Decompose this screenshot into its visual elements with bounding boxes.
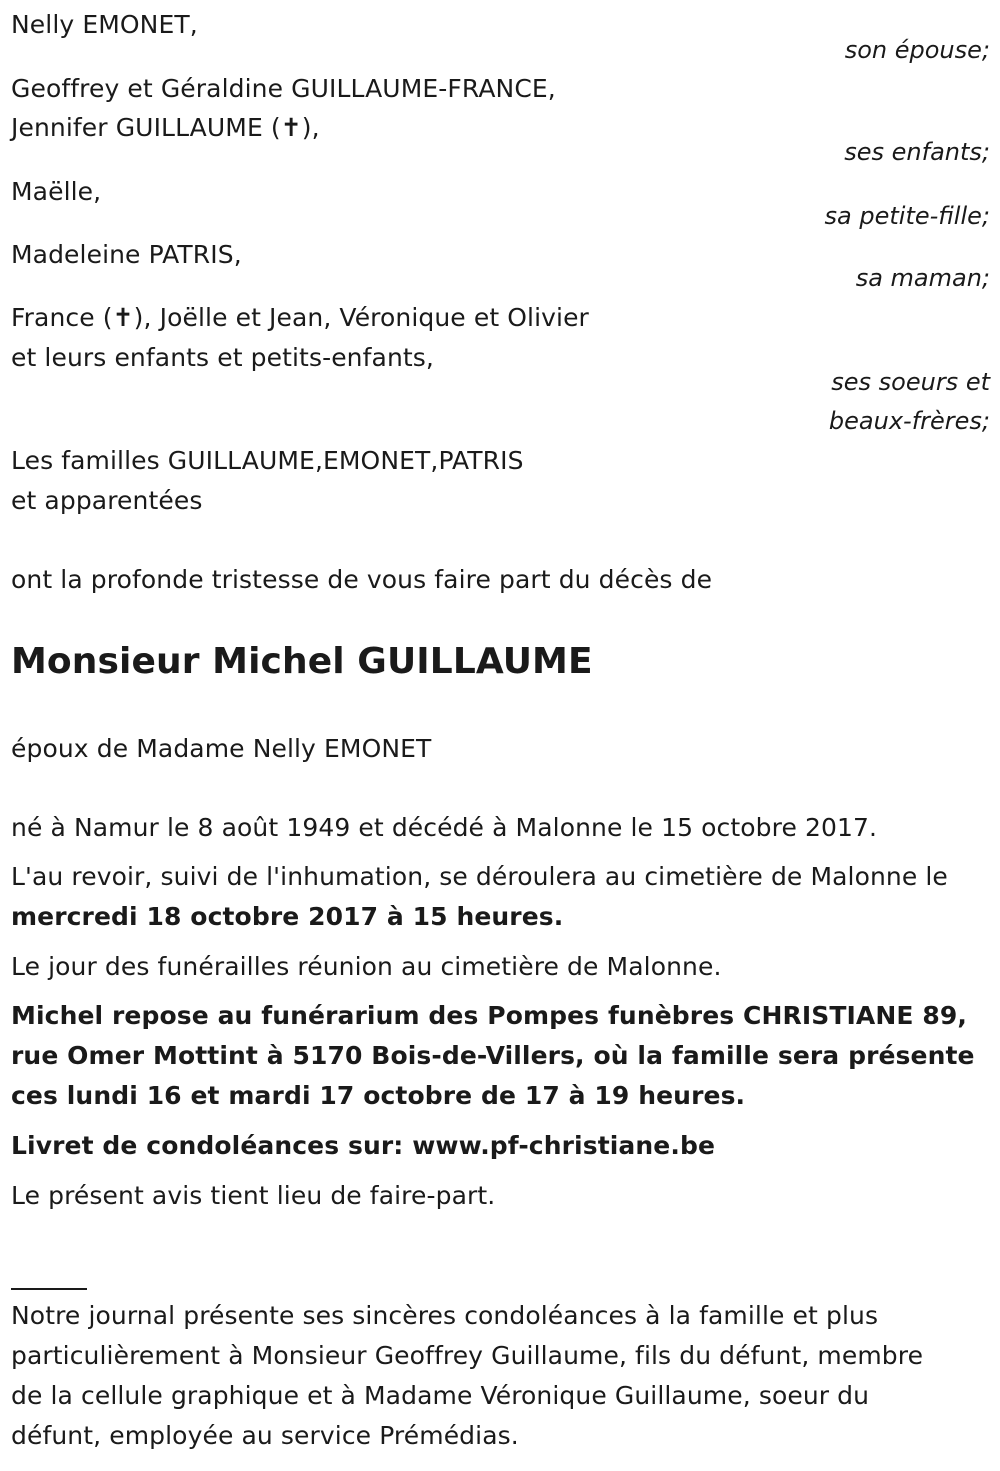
repose-line-3: ces lundi 16 et mardi 17 octobre de 17 à 19 heures. bbox=[11, 1081, 746, 1110]
granddaughter-role: sa petite-fille; bbox=[824, 202, 990, 230]
granddaughter-name: Maëlle, bbox=[11, 177, 102, 206]
siblings-role-1: ses soeurs et bbox=[831, 368, 990, 396]
spouse-name: Nelly EMONET, bbox=[11, 10, 198, 39]
deceased-name: Monsieur Michel GUILLAUME bbox=[11, 641, 593, 682]
journal-line-4: défunt, employée au service Prémédias. bbox=[11, 1421, 519, 1450]
children-line-2: Jennifer GUILLAUME (✝), bbox=[11, 113, 320, 142]
mother-role: sa maman; bbox=[855, 264, 990, 292]
journal-line-1: Notre journal présente ses sincères condoléances à la famille et plus bbox=[11, 1301, 879, 1330]
funeral-line-2: mercredi 18 octobre 2017 à 15 heures. bbox=[11, 902, 564, 931]
announcement: ont la profonde tristesse de vous faire part du décès de bbox=[11, 565, 713, 594]
journal-line-2: particulièrement à Monsieur Geoffrey Guillaume, fils du défunt, membre bbox=[11, 1341, 924, 1370]
funeral-line-1: L'au revoir, suivi de l'inhumation, se déroulera au cimetière de Malonne le bbox=[11, 862, 948, 891]
siblings-role-2: beaux-frères; bbox=[828, 407, 990, 435]
mother-name: Madeleine PATRIS, bbox=[11, 240, 242, 269]
notice: Le présent avis tient lieu de faire-part. bbox=[11, 1181, 496, 1210]
families-line-1: Les familles GUILLAUME,EMONET,PATRIS bbox=[11, 446, 524, 475]
spouse-role: son épouse; bbox=[844, 36, 990, 64]
spouse-of: époux de Madame Nelly EMONET bbox=[11, 734, 432, 763]
reunion: Le jour des funérailles réunion au cimetière de Malonne. bbox=[11, 952, 722, 981]
siblings-line-1: France (✝), Joëlle et Jean, Véronique et Olivier bbox=[11, 303, 589, 332]
repose-line-2: rue Omer Mottint à 5170 Bois-de-Villers, où la famille sera présente bbox=[11, 1041, 975, 1070]
birth-death: né à Namur le 8 août 1949 et décédé à Malonne le 15 octobre 2017. bbox=[11, 813, 878, 842]
journal-line-3: de la cellule graphique et à Madame Véronique Guillaume, soeur du bbox=[11, 1381, 870, 1410]
separator-rule bbox=[11, 1288, 87, 1290]
siblings-line-2: et leurs enfants et petits-enfants, bbox=[11, 343, 434, 372]
children-line-1: Geoffrey et Géraldine GUILLAUME-FRANCE, bbox=[11, 74, 556, 103]
condolences-book: Livret de condoléances sur: www.pf-christiane.be bbox=[11, 1131, 715, 1160]
families-line-2: et apparentées bbox=[11, 486, 203, 515]
children-role: ses enfants; bbox=[844, 138, 990, 166]
repose-line-1: Michel repose au funérarium des Pompes funèbres CHRISTIANE 89, bbox=[11, 1001, 967, 1030]
